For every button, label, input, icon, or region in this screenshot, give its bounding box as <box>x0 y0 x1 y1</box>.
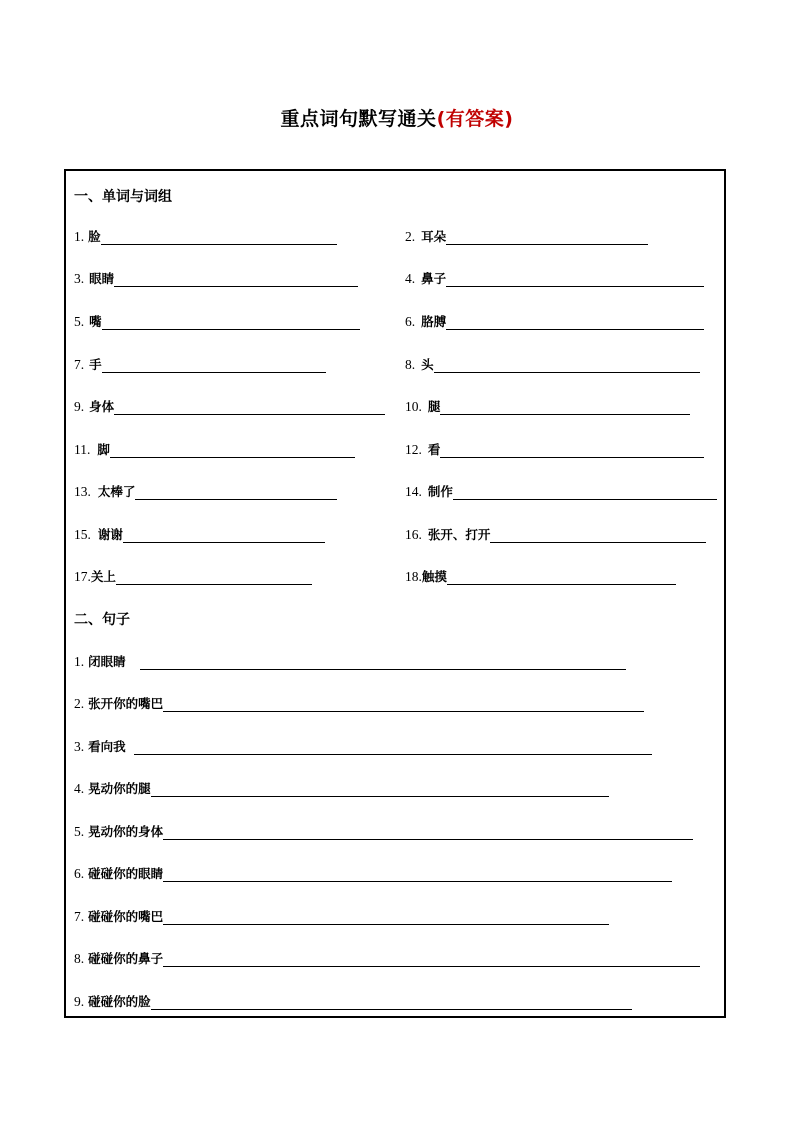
answer-blank[interactable] <box>123 528 325 543</box>
vocab-item: 13. 太棒了 <box>74 482 337 500</box>
vocab-item: 6. 胳膊 <box>405 312 704 330</box>
answer-blank[interactable] <box>446 272 704 287</box>
answer-blank[interactable] <box>453 485 717 500</box>
vocab-item: 7. 手 <box>74 355 326 373</box>
sentence-item: 8. 碰碰你的鼻子 <box>74 949 700 967</box>
answer-blank[interactable] <box>163 697 644 712</box>
answer-blank[interactable] <box>114 400 385 415</box>
vocab-item: 10. 腿 <box>405 397 690 415</box>
sentence-item: 6. 碰碰你的眼睛 <box>74 864 672 882</box>
answer-blank[interactable] <box>446 315 704 330</box>
vocab-item: 16. 张开、打开 <box>405 525 706 543</box>
vocab-item: 18. 触摸 <box>405 567 676 585</box>
answer-blank[interactable] <box>446 230 648 245</box>
answer-blank[interactable] <box>135 485 337 500</box>
answer-blank[interactable] <box>490 528 706 543</box>
answer-blank[interactable] <box>163 867 672 882</box>
answer-blank[interactable] <box>151 995 632 1010</box>
vocab-item: 5. 嘴 <box>74 312 360 330</box>
vocab-item: 4. 鼻子 <box>405 269 704 287</box>
sentence-item: 4. 晃动你的腿 <box>74 779 609 797</box>
vocab-item: 11. 脚 <box>74 440 355 458</box>
vocab-item: 1. 脸 <box>74 227 337 245</box>
sentence-item: 5. 晃动你的身体 <box>74 822 693 840</box>
answer-blank[interactable] <box>102 315 360 330</box>
answer-blank[interactable] <box>440 443 704 458</box>
vocab-item: 14. 制作 <box>405 482 717 500</box>
sentence-item: 7. 碰碰你的嘴巴 <box>74 907 609 925</box>
page-title <box>0 104 794 131</box>
section2-heading: 二、句子 <box>74 612 130 628</box>
vocab-item: 17. 关上 <box>74 567 312 585</box>
answer-blank[interactable] <box>134 740 652 755</box>
answer-blank[interactable] <box>163 952 700 967</box>
answer-blank[interactable] <box>151 782 609 797</box>
answer-blank[interactable] <box>102 358 326 373</box>
vocab-item: 2. 耳朵 <box>405 227 648 245</box>
answer-blank[interactable] <box>434 358 700 373</box>
answer-blank[interactable] <box>440 400 690 415</box>
sentence-item: 2. 张开你的嘴巴 <box>74 694 644 712</box>
answer-blank[interactable] <box>447 570 676 585</box>
sentence-item: 9. 碰碰你的脸 <box>74 992 632 1010</box>
title-main: 重点词句默写通关 <box>280 108 437 130</box>
answer-blank[interactable] <box>140 655 626 670</box>
answer-blank[interactable] <box>101 230 337 245</box>
sentence-item: 1. 闭眼睛 <box>74 652 626 670</box>
vocab-item: 9. 身体 <box>74 397 385 415</box>
answer-tag: (有答案) <box>436 108 514 130</box>
vocab-item: 12. 看 <box>405 440 704 458</box>
vocab-item: 8. 头 <box>405 355 700 373</box>
answer-blank[interactable] <box>114 272 358 287</box>
vocab-item: 3. 眼睛 <box>74 269 358 287</box>
answer-blank[interactable] <box>163 825 693 840</box>
vocab-item: 15. 谢谢 <box>74 525 325 543</box>
sentence-item: 3. 看向我 <box>74 737 652 755</box>
worksheet-frame <box>64 169 726 1018</box>
answer-blank[interactable] <box>116 570 312 585</box>
section1-heading: 一、单词与词组 <box>74 189 172 205</box>
answer-blank[interactable] <box>110 443 355 458</box>
answer-blank[interactable] <box>163 910 609 925</box>
